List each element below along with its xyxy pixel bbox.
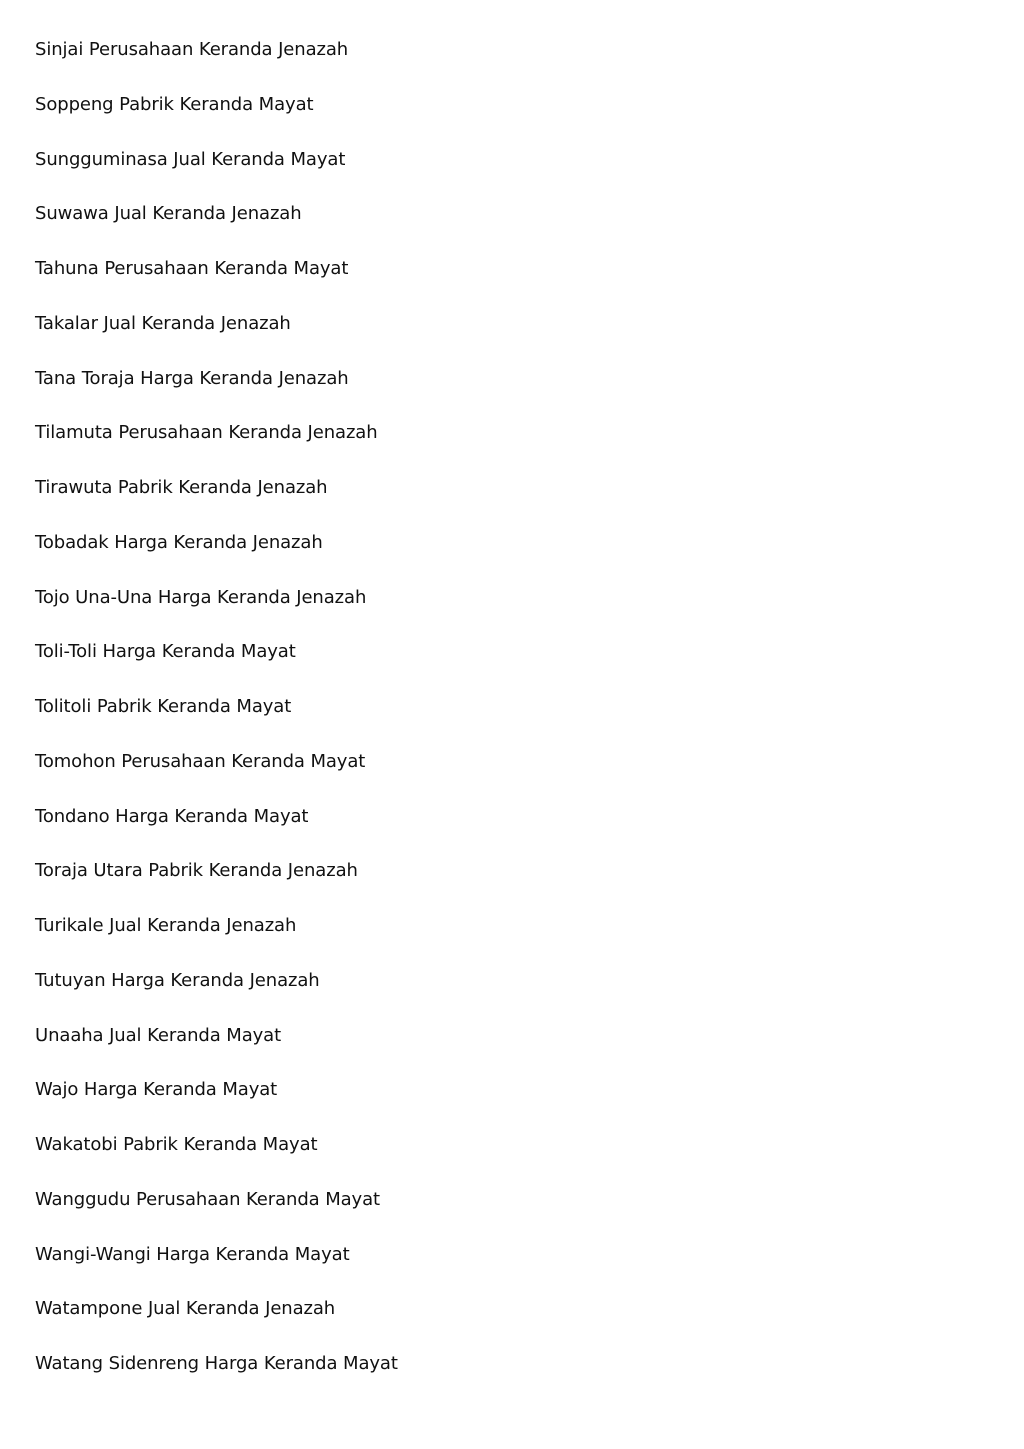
list-item: Toraja Utara Pabrik Keranda Jenazah: [35, 860, 358, 882]
list-item: Watampone Jual Keranda Jenazah: [35, 1298, 336, 1320]
list-item: Tondano Harga Keranda Mayat: [35, 805, 309, 827]
list-item: Tolitoli Pabrik Keranda Mayat: [35, 696, 292, 717]
keyword-list: [35, 37, 935, 1406]
list-item: Tana Toraja Harga Keranda Jenazah: [35, 367, 349, 389]
list-item: Sinjai Perusahaan Keranda Jenazah: [35, 39, 349, 60]
list-item: Tobadak Harga Keranda Jenazah: [35, 531, 323, 553]
list-item: Watang Sidenreng Harga Keranda Mayat: [35, 1353, 398, 1374]
list-item: Unaaha Jual Keranda Mayat: [35, 1024, 282, 1046]
list-item: Tahuna Perusahaan Keranda Mayat: [35, 258, 349, 279]
list-item: Sungguminasa Jual Keranda Mayat: [35, 148, 346, 170]
list-item: Tomohon Perusahaan Keranda Mayat: [35, 750, 366, 772]
list-item: Turikale Jual Keranda Jenazah: [35, 915, 297, 936]
list-item: Wajo Harga Keranda Mayat: [35, 1079, 278, 1101]
list-item: Tutuyan Harga Keranda Jenazah: [35, 969, 320, 991]
list-item: Suwawa Jual Keranda Jenazah: [35, 203, 302, 225]
list-item: Tilamuta Perusahaan Keranda Jenazah: [35, 422, 378, 444]
list-item: Wakatobi Pabrik Keranda Mayat: [35, 1134, 318, 1155]
list-item: Wanggudu Perusahaan Keranda Mayat: [35, 1188, 381, 1210]
list-item: Tirawuta Pabrik Keranda Jenazah: [35, 477, 328, 498]
list-item: Toli-Toli Harga Keranda Mayat: [35, 641, 296, 663]
list-item: Soppeng Pabrik Keranda Mayat: [35, 93, 314, 115]
list-item: Takalar Jual Keranda Jenazah: [35, 312, 291, 334]
list-item: Tojo Una-Una Harga Keranda Jenazah: [35, 586, 367, 608]
list-item: Wangi-Wangi Harga Keranda Mayat: [35, 1243, 350, 1265]
